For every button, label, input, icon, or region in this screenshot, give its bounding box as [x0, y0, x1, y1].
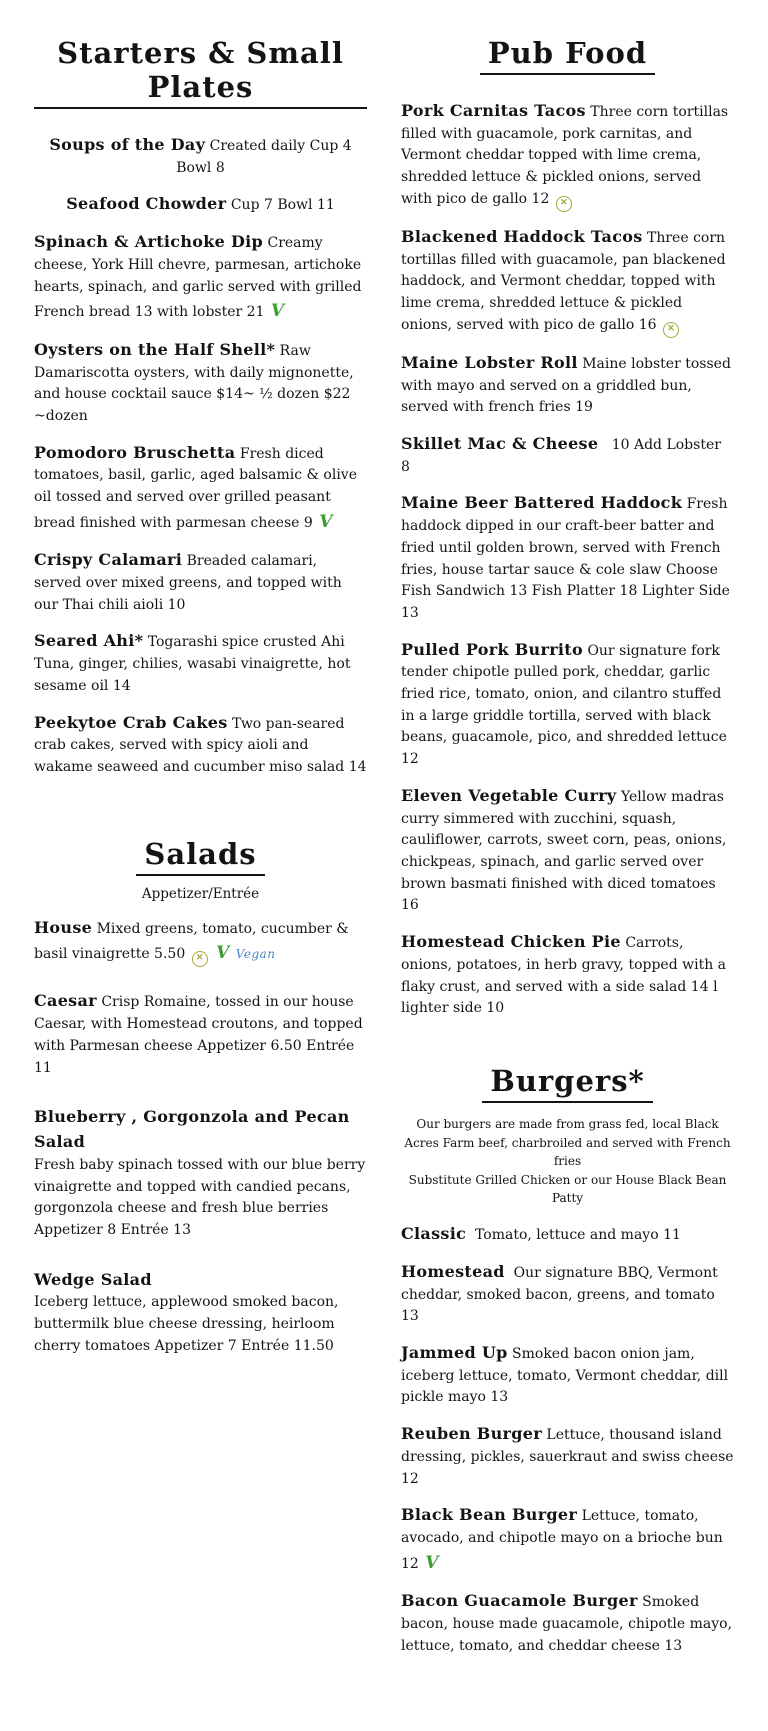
menu-item — [34, 230, 367, 325]
gluten-free-icon: ✕ — [556, 196, 572, 212]
item-name: Seafood Chowder — [66, 194, 227, 214]
item-name: Black Bean Burger — [401, 1505, 578, 1525]
item-desc: Yellow madras curry simmered with zucchini, squash, cauliflower, carrots, sweet corn, peas, onions, chickpeas, spinach, and garlic served over brown basmati finished with diced tomatoes 16 — [401, 788, 727, 914]
item-name: Classic — [401, 1223, 467, 1243]
item-desc: Raw Damariscotta oysters, with daily mignonette, and house cocktail sauce $14~ ½ dozen $22 ~dozen — [34, 342, 354, 424]
section-title-pub-food — [401, 36, 734, 75]
section-starters — [34, 36, 367, 779]
item-name: Blackened Haddock Tacos — [401, 226, 643, 246]
item-name: Skillet Mac & Cheese — [401, 433, 599, 453]
menu-item — [34, 711, 367, 779]
item-desc: Creamy cheese, York Hill chevre, parmesan, artichoke hearts, spinach, and garlic served with grilled French bread 13 with lobster 21 — [34, 235, 362, 321]
vegetarian-icon: V — [270, 301, 285, 322]
item-name: Peekytoe Crab Cakes — [34, 712, 228, 732]
menu-item — [401, 638, 734, 771]
vegan-label: Vegan — [235, 947, 276, 962]
menu-item — [401, 432, 734, 478]
item-desc: Lettuce, thousand island dressing, pickles, sauerkraut and swiss cheese 12 — [401, 1427, 734, 1487]
item-desc: Fresh haddock dipped in our craft-beer batter and fried until golden brown, served with French fries, house tartar sauce & cole slaw Choose Fish Sandwich 13 Fish Platter 18 Lighter Side 13 — [401, 496, 730, 621]
item-desc: Togarashi spice crusted Ahi Tuna, ginger, chilies, wasabi vinaigrette, hot sesame oil 14 — [34, 634, 351, 694]
item-desc: Two pan-seared crab cakes, served with spicy aioli and wakame seaweed and cucumber miso salad 14 — [34, 715, 367, 775]
burgers-note — [401, 1115, 734, 1208]
menu-item — [401, 351, 734, 419]
left-column — [34, 30, 367, 1691]
menu-item — [34, 133, 367, 179]
item-name: Jammed Up — [401, 1342, 508, 1362]
section-title-text: Burgers* — [482, 1064, 652, 1103]
menu-item — [34, 629, 367, 697]
section-title-text: Starters & Small Plates — [34, 36, 367, 109]
item-desc: Crisp Romaine, tossed in our house Caesar, with Homestead croutons, and topped with Parmesan cheese Appetizer 6.50 Entrée 11 — [34, 994, 363, 1076]
menu-item — [401, 1222, 734, 1247]
item-desc: Tomato, lettuce and mayo 11 — [475, 1226, 681, 1243]
item-desc: Smoked bacon, house made guacamole, chipotle mayo, lettuce, tomato, and cheddar cheese 13 — [401, 1594, 733, 1654]
section-title-burgers — [401, 1064, 734, 1103]
section-title-text: Salads — [136, 837, 264, 876]
section-title-salads — [34, 837, 367, 876]
item-name: Spinach & Artichoke Dip — [34, 232, 264, 252]
item-desc: Smoked bacon onion jam, iceberg lettuce, tomato, Vermont cheddar, dill pickle mayo 13 — [401, 1345, 729, 1406]
item-name: Pork Carnitas Tacos — [401, 101, 586, 120]
item-name: Eleven Vegetable Curry — [401, 785, 617, 805]
item-desc: Lettuce, tomato, avocado, and chipotle mayo on a brioche bun 12 — [401, 1508, 723, 1572]
menu-item — [34, 989, 367, 1079]
item-name: Reuben Burger — [401, 1424, 542, 1444]
gluten-free-icon: ✕ — [663, 322, 679, 338]
item-name: Homestead Chicken Pie — [401, 932, 621, 952]
salads-subtitle: Appetizer/Entrée — [141, 885, 260, 902]
item-name: Caesar — [34, 991, 97, 1011]
menu-item — [34, 338, 367, 428]
section-burgers — [401, 1064, 734, 1657]
item-name: Crispy Calamari — [34, 550, 183, 570]
section-salads — [34, 837, 367, 1358]
item-desc: Breaded calamari, served over mixed greens, and topped with our Thai chili aioli 10 — [34, 553, 342, 613]
item-desc: 10 Add Lobster 8 — [401, 436, 721, 475]
menu-item — [34, 548, 367, 616]
menu-item — [401, 1589, 734, 1657]
item-name: Homestead — [401, 1261, 505, 1281]
item-desc: Three corn tortillas filled with guacamole, pork carnitas, and Vermont cheddar topped with lime crema, shredded lettuce & pickled onions, served with pico de gallo 12 — [401, 104, 729, 207]
item-desc: Cup 7 Bowl 11 — [230, 197, 335, 214]
menu-item — [34, 441, 367, 536]
menu-item — [34, 1268, 367, 1358]
item-name: House — [34, 917, 93, 937]
item-desc: Mixed greens, tomato, cucumber & basil vinaigrette 5.50 — [34, 920, 349, 963]
item-name: Blueberry , Gorgonzola and Pecan Salad — [34, 1107, 350, 1152]
menu-item — [34, 1105, 367, 1241]
item-name: Oysters on the Half Shell* — [34, 339, 276, 359]
item-name: Seared Ahi* — [34, 631, 144, 651]
item-desc: Carrots, onions, potatoes, in herb gravy, topped with a flaky crust, and served with a side salad 14 l lighter side 10 — [401, 935, 727, 1017]
burgers-note-line-2: Substitute Grilled Chicken or our House Black Bean Patty — [408, 1172, 727, 1206]
item-name: Maine Beer Battered Haddock — [401, 493, 683, 513]
menu-item — [401, 930, 734, 1020]
menu-item — [401, 99, 734, 212]
menu-item — [401, 491, 734, 624]
burgers-note-line-1: Our burgers are made from grass fed, local Black Acres Farm beef, charbroiled and served with French fries — [404, 1116, 731, 1169]
menu-item — [401, 1341, 734, 1409]
item-name: Pulled Pork Burrito — [401, 639, 583, 659]
vegetarian-icon: V — [319, 511, 333, 532]
section-title-text: Pub Food — [480, 36, 655, 75]
item-desc: Maine lobster tossed with mayo and served on a griddled bun, served with french fries 19 — [401, 355, 731, 416]
vegetarian-icon: V — [425, 1552, 439, 1573]
item-name: Pomodoro Bruschetta — [34, 442, 236, 462]
item-desc: Created daily Cup 4 Bowl 8 — [176, 138, 352, 176]
item-desc: Iceberg lettuce, applewood smoked bacon, buttermilk blue cheese dressing, heirloom cherry tomatoes Appetizer 7 Entrée 11.50 — [34, 1294, 339, 1354]
menu-item — [401, 784, 734, 917]
vegetarian-icon: V — [216, 943, 230, 964]
item-desc: Our signature fork tender chipotle pulled pork, cheddar, garlic fried rice, tomato, onion, and cilantro stuffed in a large griddle tortilla, served with black beans, guacamole, pico, and shredded lettuce 12 — [401, 642, 727, 768]
menu-item — [401, 1422, 734, 1490]
section-pub-food — [401, 36, 734, 1020]
item-name: Bacon Guacamole Burger — [401, 1591, 638, 1611]
right-column — [401, 30, 734, 1691]
item-name: Maine Lobster Roll — [401, 352, 578, 372]
menu-item — [34, 916, 367, 968]
item-name: Wedge Salad — [34, 1269, 152, 1289]
gluten-free-icon: ✕ — [192, 951, 208, 967]
item-desc: Three corn tortillas filled with guacamole, pan blackened haddock, and Vermont cheddar, topped with lime crema, shredded lettuce & pickled onions, served with pico de gallo 16 — [401, 229, 726, 333]
item-desc: Our signature BBQ, Vermont cheddar, smoked bacon, greens, and tomato 13 — [401, 1264, 718, 1325]
menu-item — [401, 1260, 734, 1328]
menu-item — [401, 225, 734, 338]
menu-item — [34, 192, 367, 217]
item-name: Soups of the Day — [49, 135, 206, 154]
item-desc: Fresh baby spinach tossed with our blue berry vinaigrette and topped with candied pecans, gorgonzola cheese and fresh blue berries Appetizer 8 Entrée 13 — [34, 1156, 366, 1238]
menu-item — [401, 1503, 734, 1576]
item-desc: Fresh diced tomatoes, basil, garlic, aged balsamic & olive oil tossed and served over grilled peasant bread finished with parmesan cheese 9 — [34, 445, 358, 531]
section-title-starters — [34, 36, 367, 109]
